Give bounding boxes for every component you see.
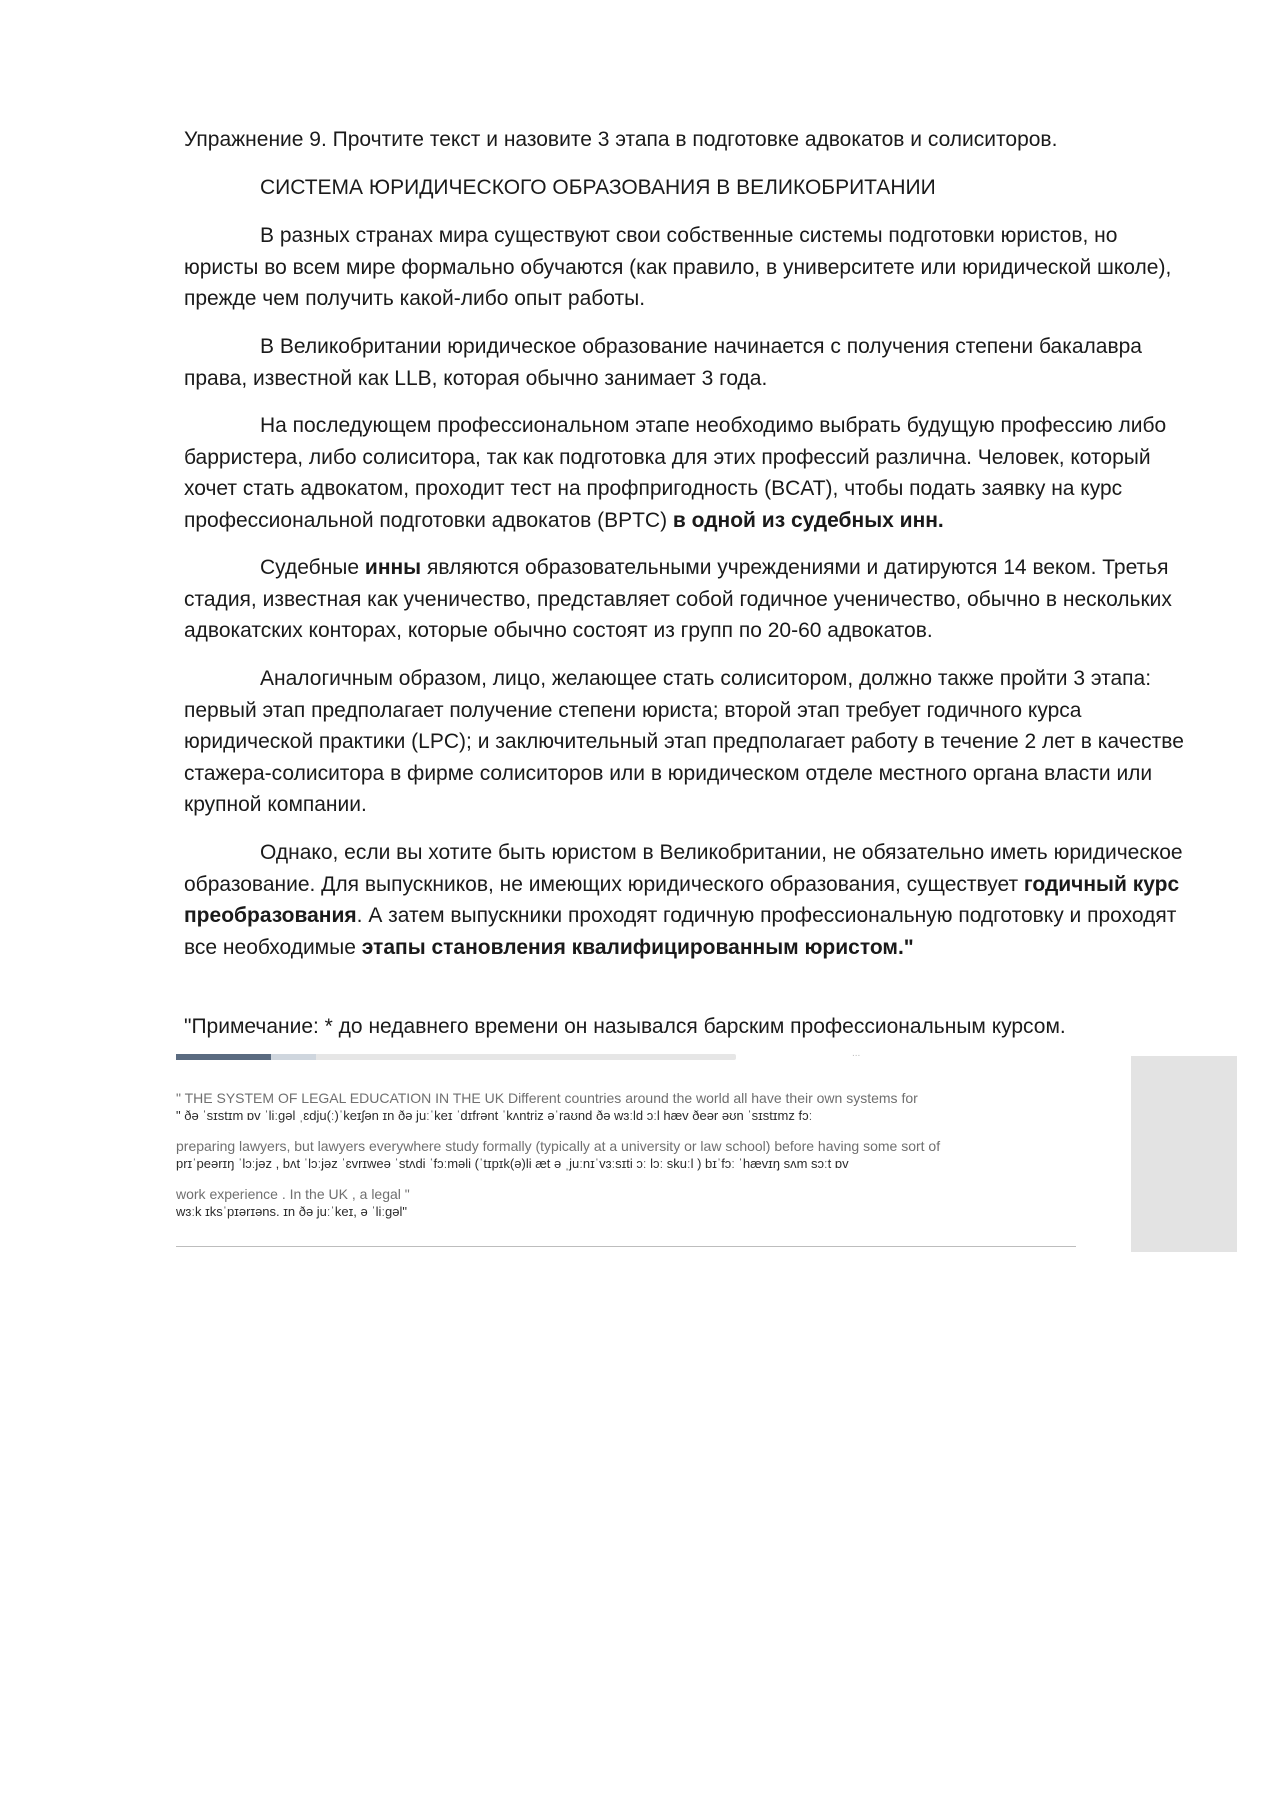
video-embed[interactable]: [176, 1048, 1076, 1250]
subtitle-ipa-2: prɪˈpeərɪŋ ˈlɔːjəz , bʌt ˈlɔːjəz ˈɛvrɪweə ˈstʌdi ˈfɔːməli (ˈtɪpɪk(ə)li æt ə ˌjuːnɪˈvɜːsɪti ɔː lɔː skuːl ) bɪˈfɔː ˈhævɪŋ sʌm sɔːt ɒv: [176, 1156, 849, 1171]
subtitle-line-3: work experience . In the UK , a legal ": [176, 1186, 410, 1202]
paragraph-6-text-c: . А затем выпускники проходят годичную профессиональную подготовку и проходят все необходимые: [184, 904, 1177, 959]
subtitle-ipa-3: wɜːk ɪksˈpɪərɪəns. ɪn ðə juːˈkeɪ, ə ˈliːgəl": [176, 1204, 407, 1219]
subtitle-line-2: preparing lawyers, but lawyers everywhere study formally (typically at a university or law school) before having some sort of: [176, 1138, 941, 1154]
paragraph-6: [184, 837, 1196, 963]
video-buffer-bar: [271, 1054, 316, 1060]
subtitle-ipa-1: " ðə ˈsɪstɪm ɒv ˈliːgəl ˌɛdju(ː)ˈkeɪʃən ɪn ðə juːˈkeɪ ˈdɪfrənt ˈkʌntriz əˈraʊnd ðə wɜːld ɔːl hæv ðeər əʊn ˈsɪstɪmz fɔː: [176, 1108, 813, 1123]
paragraph-4: [184, 552, 1196, 647]
paragraph-4-text-a: Судебные: [260, 556, 365, 579]
paragraph-2: В Великобритании юридическое образование начинается с получения степени бакалавра права, известной как LLB, которая обычно занимает 3 года.: [184, 335, 1142, 390]
video-progress-fill: [176, 1054, 271, 1060]
paragraph-3-text: На последующем профессиональном этапе необходимо выбрать будущую профессию либо барристера, либо солиситора, так как подготовка для этих профессий различна. Человек, который хочет стать адвокатом, проходит тест на профпригодность (BCAT), чтобы подать заявку на курс профессиональной подготовки адвокатов (BPTC): [184, 414, 1167, 532]
page-title: СИСТЕМА ЮРИДИЧЕСКОГО ОБРАЗОВАНИЯ В ВЕЛИКОБРИТАНИИ: [260, 176, 936, 199]
paragraph-3: [184, 410, 1196, 536]
paragraph-6-bold-d: этапы становления квалифицированным юристом.": [361, 935, 914, 959]
side-panel: [1131, 1056, 1237, 1252]
paragraph-5: Аналогичным образом, лицо, желающее стать солиситором, должно также пройти 3 этапа: первый этап предполагает получение степени юриста; второй этап требует годичного курса юридической практики (LPC); и заключительный этап предполагает работу в течение 2 лет в качестве стажера-солиситора в фирме солиситоров или в юридическом отделе местного органа власти или крупной компании.: [184, 667, 1184, 816]
paragraph-6-text-a: Однако, если вы хотите быть юристом в Великобритании, не обязательно иметь юридическое образование. Для выпускников, не имеющих юридического образования, существует: [184, 841, 1183, 896]
paragraph-4-text-c: являются образовательными учреждениями и датируются 14 веком. Третья стадия, известная как ученичество, представляет собой годичное ученичество, обычно в нескольких адвокатских конторах, которые обычно состоят из групп по 20-60 адвокатов.: [184, 556, 1172, 642]
paragraph-4-bold: инны: [364, 556, 422, 579]
subtitle-line-1: " THE SYSTEM OF LEGAL EDUCATION IN THE UK Different countries around the world all have their own systems for: [176, 1090, 918, 1106]
exercise-heading: Упражнение 9. Прочтите текст и назовите 3 этапа в подготовке адвокатов и солиситоров.: [184, 128, 1058, 151]
footnote: "Примечание: * до недавнего времени он назывался барским профессиональным курсом.: [184, 1015, 1066, 1038]
video-progress-bar[interactable]: [176, 1054, 736, 1060]
paragraph-1: В разных странах мира существуют свои собственные системы подготовки юристов, но юристы во всем мире формально обучаются (как правило, в университете или юридической школе), прежде чем получить какой-либо опыт работы.: [184, 224, 1172, 310]
divider: [176, 1246, 1076, 1247]
paragraph-6-bold-b: годичный курс преобразования: [184, 872, 1180, 927]
paragraph-3-bold: в одной из судебных инн.: [672, 508, 944, 532]
more-options-icon[interactable]: ...: [852, 1048, 861, 1059]
